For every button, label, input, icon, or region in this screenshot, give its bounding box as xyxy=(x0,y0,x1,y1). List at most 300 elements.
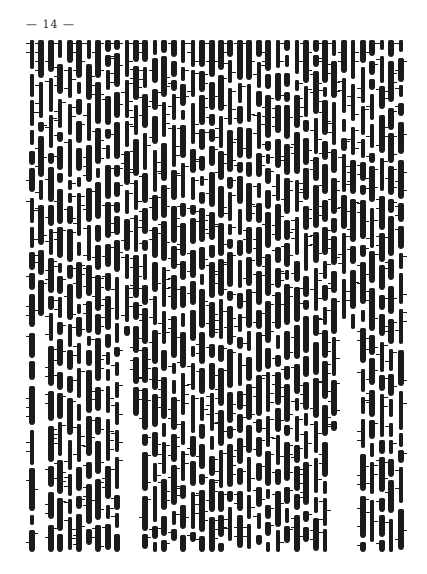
glyph-tooth xyxy=(177,289,181,290)
glyph-tooth xyxy=(385,91,389,92)
glyph-tooth xyxy=(272,438,276,439)
glyph-tooth xyxy=(281,273,285,274)
word-glyph xyxy=(350,160,356,194)
glyph-tooth xyxy=(206,414,210,415)
glyph-tooth xyxy=(243,446,247,447)
word-glyph xyxy=(246,183,252,222)
word-glyph xyxy=(57,339,63,366)
glyph-tooth xyxy=(253,74,257,75)
text-column xyxy=(236,40,245,552)
glyph-tooth xyxy=(300,434,304,435)
word-glyph xyxy=(210,393,214,431)
glyph-tooth xyxy=(357,142,361,143)
glyph-tooth xyxy=(291,153,295,154)
text-column xyxy=(340,40,349,552)
word-glyph xyxy=(199,95,205,125)
glyph-tooth xyxy=(35,85,39,86)
glyph-tooth xyxy=(319,463,323,464)
glyph-tooth xyxy=(328,401,332,402)
glyph-tooth xyxy=(149,207,153,208)
word-glyph xyxy=(77,304,81,314)
glyph-tooth xyxy=(139,266,143,267)
glyph-tooth xyxy=(376,59,380,60)
glyph-tooth xyxy=(73,427,77,428)
glyph-tooth xyxy=(139,288,143,289)
glyph-tooth xyxy=(111,516,115,517)
word-glyph xyxy=(388,374,394,396)
glyph-tooth xyxy=(45,179,49,180)
glyph-tooth xyxy=(26,276,30,277)
word-glyph xyxy=(380,342,384,372)
glyph-tooth xyxy=(73,355,77,356)
glyph-tooth xyxy=(395,229,399,230)
glyph-tooth xyxy=(253,449,257,450)
glyph-tooth xyxy=(149,70,153,71)
glyph-tooth xyxy=(215,172,219,173)
glyph-tooth xyxy=(83,313,87,314)
glyph-tooth xyxy=(177,424,181,425)
glyph-tooth xyxy=(168,258,172,259)
word-glyph xyxy=(161,377,167,419)
glyph-tooth xyxy=(168,418,172,419)
word-glyph xyxy=(114,240,120,272)
word-glyph xyxy=(323,498,327,526)
text-column xyxy=(397,40,406,552)
glyph-tooth xyxy=(92,85,96,86)
word-glyph xyxy=(162,423,166,437)
word-glyph xyxy=(30,515,34,525)
word-glyph xyxy=(77,343,81,364)
word-glyph xyxy=(49,313,53,341)
glyph-tooth xyxy=(130,347,134,348)
word-glyph xyxy=(76,317,82,337)
word-glyph xyxy=(115,323,119,343)
text-column xyxy=(208,40,217,552)
glyph-tooth xyxy=(168,319,172,320)
word-glyph xyxy=(227,491,233,502)
glyph-tooth xyxy=(291,144,295,145)
word-glyph xyxy=(265,141,271,151)
word-glyph xyxy=(361,310,365,322)
word-glyph xyxy=(142,240,148,251)
glyph-tooth xyxy=(73,283,77,284)
word-glyph xyxy=(257,513,261,529)
word-glyph xyxy=(48,492,54,519)
word-glyph xyxy=(180,223,186,256)
word-glyph xyxy=(86,265,92,296)
word-glyph xyxy=(331,236,337,265)
word-glyph xyxy=(181,451,185,481)
glyph-tooth xyxy=(310,424,314,425)
word-glyph xyxy=(314,421,318,453)
glyph-tooth xyxy=(272,195,276,196)
glyph-tooth xyxy=(26,43,30,44)
word-glyph xyxy=(105,40,111,52)
word-glyph xyxy=(161,479,167,510)
glyph-tooth xyxy=(253,396,257,397)
mongolian-text-block xyxy=(28,40,406,552)
glyph-tooth xyxy=(177,128,181,129)
word-glyph xyxy=(106,352,110,365)
glyph-tooth xyxy=(177,244,181,245)
word-glyph xyxy=(86,301,92,333)
glyph-tooth xyxy=(366,402,370,403)
word-glyph xyxy=(181,421,185,445)
glyph-tooth xyxy=(403,312,407,313)
glyph-tooth xyxy=(73,454,77,455)
glyph-tooth xyxy=(168,278,172,279)
glyph-tooth xyxy=(54,43,58,44)
word-glyph xyxy=(322,361,328,399)
word-glyph xyxy=(237,162,243,173)
word-glyph xyxy=(48,525,54,552)
word-glyph xyxy=(380,394,384,437)
glyph-tooth xyxy=(395,488,399,489)
word-glyph xyxy=(275,204,281,241)
word-glyph xyxy=(210,436,214,450)
glyph-tooth xyxy=(35,208,39,209)
glyph-tooth xyxy=(262,313,266,314)
glyph-tooth xyxy=(26,315,30,316)
word-glyph xyxy=(351,127,355,155)
word-glyph xyxy=(143,67,147,88)
word-glyph xyxy=(389,399,393,417)
glyph-tooth xyxy=(206,61,210,62)
word-glyph xyxy=(276,335,280,349)
text-column xyxy=(113,40,122,552)
text-column xyxy=(217,40,226,552)
word-glyph xyxy=(218,515,224,537)
glyph-tooth xyxy=(139,320,143,321)
glyph-tooth xyxy=(64,520,68,521)
word-glyph xyxy=(284,178,290,214)
glyph-tooth xyxy=(26,442,30,443)
word-glyph xyxy=(172,380,176,394)
glyph-tooth xyxy=(111,498,115,499)
glyph-tooth xyxy=(357,174,361,175)
word-glyph xyxy=(87,225,91,261)
glyph-tooth xyxy=(139,79,143,80)
word-glyph xyxy=(68,180,72,190)
word-glyph xyxy=(171,397,177,430)
word-glyph xyxy=(218,223,224,256)
glyph-tooth xyxy=(45,376,49,377)
word-glyph xyxy=(275,372,281,405)
word-glyph xyxy=(341,195,347,229)
word-glyph xyxy=(303,382,309,410)
glyph-tooth xyxy=(243,527,247,528)
word-glyph xyxy=(360,185,366,195)
word-glyph xyxy=(30,430,34,465)
glyph-tooth xyxy=(395,470,399,471)
glyph-tooth xyxy=(121,154,125,155)
word-glyph xyxy=(246,227,252,254)
word-glyph xyxy=(398,160,404,199)
glyph-tooth xyxy=(54,239,58,240)
word-glyph xyxy=(77,424,81,462)
word-glyph xyxy=(247,84,251,122)
word-glyph xyxy=(105,165,111,199)
word-glyph xyxy=(247,457,251,492)
word-glyph xyxy=(171,61,177,77)
text-column xyxy=(132,40,141,552)
glyph-tooth xyxy=(395,330,399,331)
glyph-tooth xyxy=(310,244,314,245)
glyph-tooth xyxy=(92,131,96,132)
glyph-tooth xyxy=(130,183,134,184)
glyph-tooth xyxy=(54,67,58,68)
word-glyph xyxy=(142,173,148,203)
glyph-tooth xyxy=(403,61,407,62)
word-glyph xyxy=(86,350,92,366)
word-glyph xyxy=(114,122,120,159)
word-glyph xyxy=(331,218,337,233)
text-column xyxy=(141,40,150,552)
glyph-tooth xyxy=(262,144,266,145)
word-glyph xyxy=(276,40,280,68)
glyph-tooth xyxy=(224,63,228,64)
word-glyph xyxy=(331,271,337,293)
word-glyph xyxy=(48,391,54,421)
glyph-tooth xyxy=(395,70,399,71)
word-glyph xyxy=(276,174,280,201)
glyph-tooth xyxy=(187,52,191,53)
glyph-tooth xyxy=(338,207,342,208)
glyph-tooth xyxy=(357,283,361,284)
word-glyph xyxy=(331,421,337,431)
glyph-tooth xyxy=(253,248,257,249)
glyph-tooth xyxy=(291,527,295,528)
word-glyph xyxy=(105,129,111,139)
glyph-tooth xyxy=(376,236,380,237)
word-glyph xyxy=(68,139,72,177)
word-glyph xyxy=(199,332,205,364)
word-glyph xyxy=(227,239,233,249)
word-glyph xyxy=(199,289,205,328)
glyph-tooth xyxy=(206,323,210,324)
glyph-tooth xyxy=(366,483,370,484)
glyph-tooth xyxy=(300,288,304,289)
glyph-tooth xyxy=(83,487,87,488)
word-glyph xyxy=(275,355,281,367)
glyph-tooth xyxy=(102,148,106,149)
glyph-tooth xyxy=(64,477,68,478)
glyph-tooth xyxy=(376,354,380,355)
word-glyph xyxy=(388,166,394,195)
word-glyph xyxy=(114,202,120,213)
word-glyph xyxy=(30,100,34,126)
word-glyph xyxy=(133,66,139,100)
word-glyph xyxy=(313,55,319,67)
glyph-tooth xyxy=(64,88,68,89)
glyph-tooth xyxy=(54,463,58,464)
glyph-tooth xyxy=(403,453,407,454)
glyph-tooth xyxy=(215,96,219,97)
glyph-tooth xyxy=(54,443,58,444)
glyph-tooth xyxy=(366,291,370,292)
glyph-tooth xyxy=(281,199,285,200)
glyph-tooth xyxy=(92,420,96,421)
word-glyph xyxy=(266,154,270,164)
word-glyph xyxy=(106,369,110,381)
text-column xyxy=(387,40,396,552)
word-glyph xyxy=(342,154,346,192)
glyph-tooth xyxy=(83,157,87,158)
word-glyph xyxy=(142,388,148,430)
word-glyph xyxy=(218,40,224,70)
text-column xyxy=(104,40,113,552)
word-glyph xyxy=(114,53,120,87)
word-glyph xyxy=(77,82,81,94)
word-glyph xyxy=(227,306,233,345)
glyph-tooth xyxy=(130,43,134,44)
glyph-tooth xyxy=(83,175,87,176)
glyph-tooth xyxy=(54,201,58,202)
glyph-tooth xyxy=(357,331,361,332)
glyph-tooth xyxy=(130,218,134,219)
glyph-tooth xyxy=(196,539,200,540)
glyph-tooth xyxy=(281,156,285,157)
glyph-tooth xyxy=(328,283,332,284)
word-glyph xyxy=(351,40,355,79)
glyph-tooth xyxy=(64,70,68,71)
word-glyph xyxy=(246,289,252,328)
glyph-tooth xyxy=(26,180,30,181)
word-glyph xyxy=(256,535,262,545)
word-glyph xyxy=(114,40,120,50)
glyph-tooth xyxy=(130,369,134,370)
word-glyph xyxy=(265,348,271,369)
glyph-tooth xyxy=(347,229,351,230)
glyph-tooth xyxy=(253,292,257,293)
word-glyph xyxy=(199,424,205,439)
glyph-tooth xyxy=(243,536,247,537)
word-glyph xyxy=(398,122,404,154)
word-glyph xyxy=(342,279,346,319)
word-glyph xyxy=(284,105,290,139)
word-glyph xyxy=(48,258,54,293)
word-glyph xyxy=(76,467,82,491)
glyph-tooth xyxy=(54,135,58,136)
word-glyph xyxy=(49,78,53,112)
word-glyph xyxy=(256,332,262,372)
glyph-tooth xyxy=(253,387,257,388)
glyph-tooth xyxy=(328,239,332,240)
glyph-tooth xyxy=(149,137,153,138)
glyph-tooth xyxy=(26,407,30,408)
word-glyph xyxy=(219,299,223,339)
word-glyph xyxy=(295,217,299,255)
word-glyph xyxy=(303,276,309,297)
glyph-tooth xyxy=(272,234,276,235)
word-glyph xyxy=(209,262,215,298)
glyph-tooth xyxy=(92,500,96,501)
word-glyph xyxy=(124,219,130,251)
word-glyph xyxy=(67,376,73,393)
glyph-tooth xyxy=(357,265,361,266)
glyph-tooth xyxy=(291,220,295,221)
word-glyph xyxy=(399,273,403,304)
glyph-tooth xyxy=(83,505,87,506)
word-glyph xyxy=(350,199,356,242)
glyph-tooth xyxy=(281,396,285,397)
glyph-tooth xyxy=(206,215,210,216)
glyph-tooth xyxy=(385,331,389,332)
word-glyph xyxy=(57,227,63,258)
glyph-tooth xyxy=(130,267,134,268)
glyph-tooth xyxy=(272,117,276,118)
glyph-tooth xyxy=(234,536,238,537)
word-glyph xyxy=(256,91,262,107)
word-glyph xyxy=(76,40,82,78)
word-glyph xyxy=(191,363,195,390)
word-glyph xyxy=(77,242,81,256)
word-glyph xyxy=(370,124,374,148)
word-glyph xyxy=(360,496,366,538)
glyph-tooth xyxy=(26,52,30,53)
word-glyph xyxy=(38,205,44,245)
glyph-tooth xyxy=(206,117,210,118)
word-glyph xyxy=(322,141,328,160)
word-glyph xyxy=(48,153,54,164)
word-glyph xyxy=(181,313,185,327)
word-glyph xyxy=(227,130,233,172)
word-glyph xyxy=(303,316,309,353)
glyph-tooth xyxy=(215,226,219,227)
glyph-tooth xyxy=(366,300,370,301)
glyph-tooth xyxy=(319,454,323,455)
text-column xyxy=(179,40,188,552)
glyph-tooth xyxy=(139,220,143,221)
word-glyph xyxy=(265,40,271,71)
glyph-tooth xyxy=(168,106,172,107)
glyph-tooth xyxy=(130,258,134,259)
word-glyph xyxy=(284,442,290,481)
word-glyph xyxy=(351,84,355,121)
glyph-tooth xyxy=(168,532,172,533)
glyph-tooth xyxy=(366,379,370,380)
word-glyph xyxy=(218,543,224,552)
word-glyph xyxy=(48,40,54,72)
text-column xyxy=(330,40,339,552)
glyph-tooth xyxy=(92,296,96,297)
word-glyph xyxy=(322,442,328,477)
word-glyph xyxy=(370,443,374,457)
word-glyph xyxy=(124,151,130,185)
text-column xyxy=(245,40,254,552)
word-glyph xyxy=(57,534,63,552)
glyph-tooth xyxy=(272,322,276,323)
word-glyph xyxy=(237,337,243,349)
word-glyph xyxy=(58,297,62,318)
glyph-tooth xyxy=(234,503,238,504)
glyph-tooth xyxy=(319,519,323,520)
glyph-tooth xyxy=(64,209,68,210)
glyph-tooth xyxy=(281,369,285,370)
word-glyph xyxy=(95,182,101,219)
glyph-tooth xyxy=(366,136,370,137)
glyph-tooth xyxy=(54,434,58,435)
word-glyph xyxy=(361,67,365,103)
word-glyph xyxy=(389,519,393,552)
word-glyph xyxy=(246,257,252,286)
glyph-tooth xyxy=(102,256,106,257)
glyph-tooth xyxy=(291,457,295,458)
glyph-tooth xyxy=(139,176,143,177)
glyph-tooth xyxy=(45,241,49,242)
word-glyph xyxy=(295,398,299,411)
word-glyph xyxy=(218,410,224,446)
